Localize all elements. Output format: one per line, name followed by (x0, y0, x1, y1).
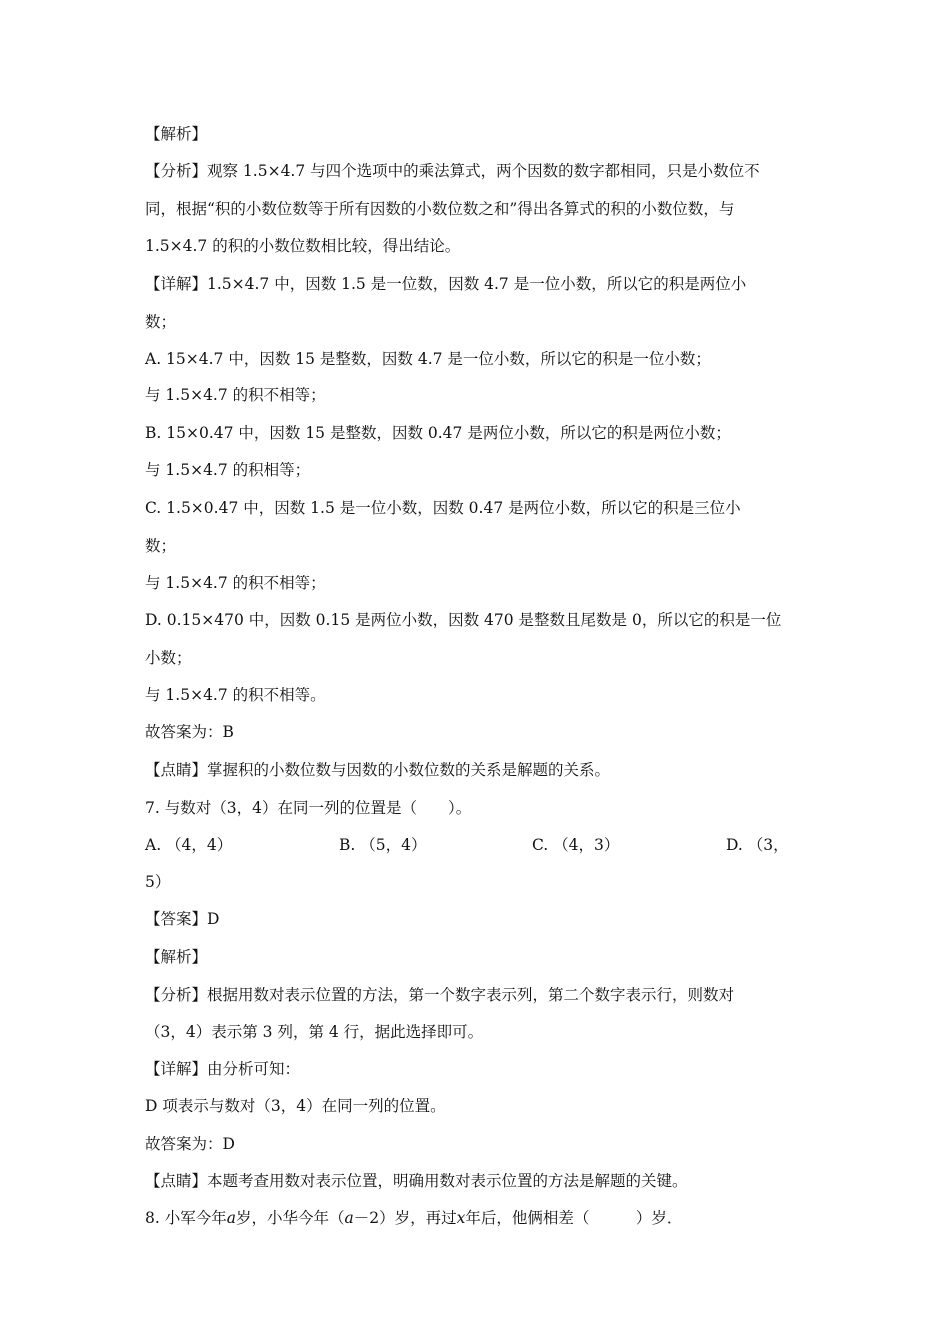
q7-option-c: C. （4，3） (532, 836, 620, 854)
q8-text: 8. 小军今年 (145, 1209, 227, 1227)
q8-text: 年后，他俩相差（ ）岁． (465, 1209, 683, 1227)
text-line: A. 15×4.7 中，因数 15 是整数，因数 4.7 是一位小数，所以它的积是一位小数； (145, 350, 711, 368)
q8-variable-a: a (344, 1209, 354, 1227)
text-line: 【点睛】本题考查用数对表示位置，明确用数对表示位置的方法是解题的关键。 (145, 1172, 688, 1190)
text-line: 与 1.5×4.7 的积不相等； (145, 386, 326, 404)
text-line: D 项表示与数对（3，4）在同一列的位置。 (145, 1097, 446, 1115)
text-line: C. 1.5×0.47 中，因数 1.5 是一位小数，因数 0.47 是两位小数，所以它的积是三位小 (145, 499, 741, 517)
text-line: 【点睛】掌握积的小数位数与因数的小数位数的关系是解题的关系。 (145, 761, 611, 779)
question-7: 7. 与数对（3，4）在同一列的位置是（ ）。 (145, 799, 472, 817)
q7-option-a: A. （4，4） (145, 836, 233, 854)
text-line: 同，根据“积的小数位数等于所有因数的小数位数之和”得出各算式的积的小数位数，与 (145, 200, 735, 218)
text-line: 【分析】观察 1.5×4.7 与四个选项中的乘法算式，两个因数的数字都相同，只是小数位不 (145, 162, 760, 180)
text-line: D. 0.15×470 中，因数 0.15 是两位小数，因数 470 是整数且尾数是 0，所以它的积是一位 (145, 611, 782, 629)
text-line: 【详解】由分析可知： (145, 1060, 301, 1078)
text-line: 【答案】D (145, 910, 220, 928)
text-line: 故答案为：D (145, 1135, 235, 1153)
text-line: 小数； (145, 649, 192, 667)
text-line: （3，4）表示第 3 列，第 4 行，据此选择即可。 (145, 1023, 484, 1041)
q8-variable-a: a (226, 1209, 236, 1227)
question-8 (145, 1208, 682, 1228)
q8-text: －2）岁，再过 (353, 1209, 457, 1227)
text-line: 与 1.5×4.7 的积不相等。 (145, 686, 326, 704)
q8-text: 岁，小华今年（ (235, 1209, 345, 1227)
text-line: 1.5×4.7 的积的小数位数相比较，得出结论。 (145, 237, 461, 255)
q7-option-d: D. （3， (726, 836, 789, 854)
text-line: 【分析】根据用数对表示位置的方法，第一个数字表示列，第二个数字表示行，则数对 (145, 986, 735, 1004)
text-line: 故答案为：B (145, 723, 234, 741)
q7-option-d-continued: 5） (145, 873, 171, 891)
text-line: 与 1.5×4.7 的积相等； (145, 461, 311, 479)
text-line: B. 15×0.47 中，因数 15 是整数，因数 0.47 是两位小数，所以它的积是两位小数； (145, 424, 731, 442)
text-line: 【解析】 (145, 948, 208, 966)
q7-option-b: B. （5，4） (339, 836, 427, 854)
q8-variable-x: x (456, 1209, 466, 1227)
text-line: 数； (145, 313, 177, 331)
text-line: 【解析】 (145, 125, 208, 143)
text-line: 【详解】1.5×4.7 中，因数 1.5 是一位数，因数 4.7 是一位小数，所以它的积是两位小 (145, 275, 747, 293)
text-line: 与 1.5×4.7 的积不相等； (145, 574, 326, 592)
text-line: 数； (145, 537, 177, 555)
